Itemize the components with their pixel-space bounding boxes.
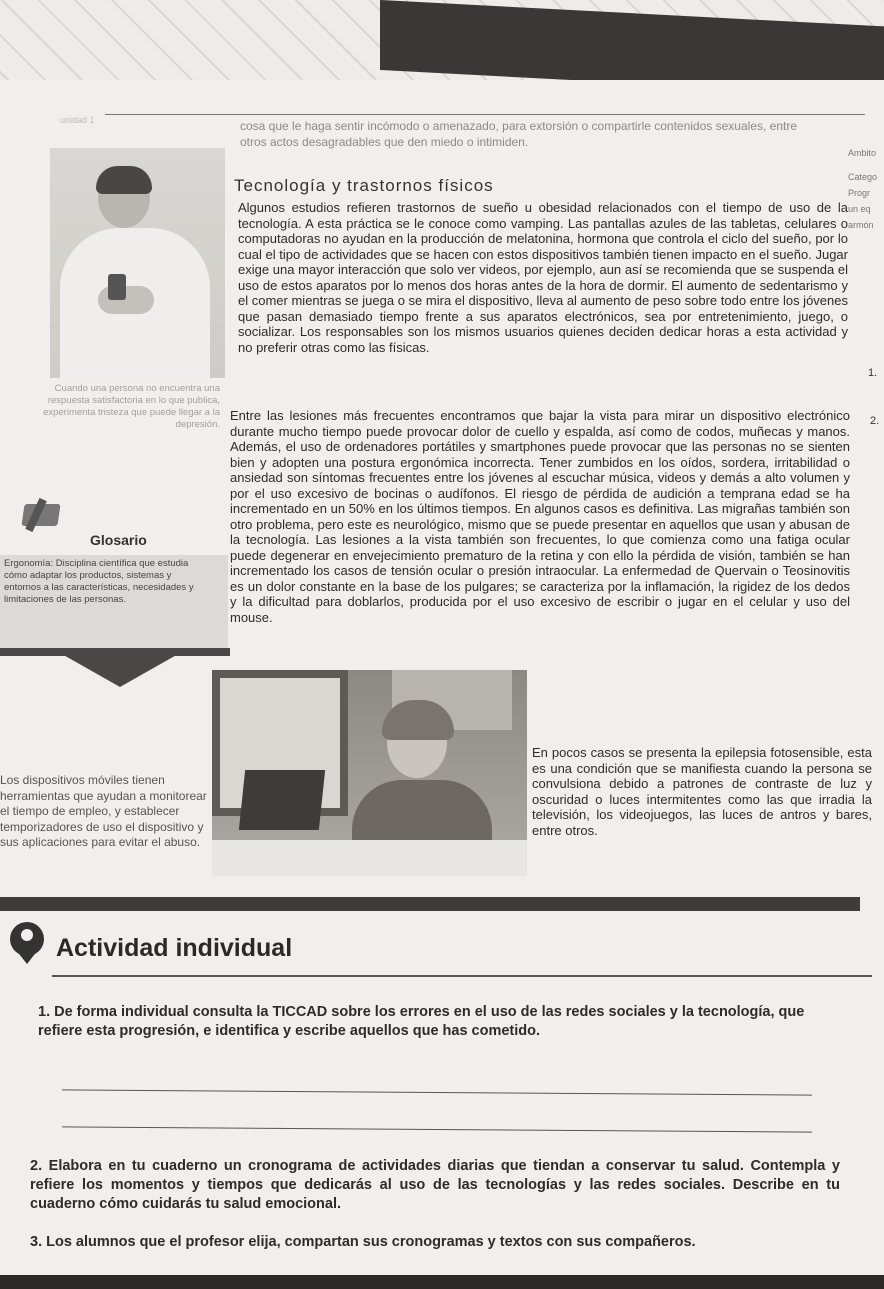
activity-question: 2. Elabora en tu cuaderno un cronograma de actividades diarias que tiendan a conservar tu salud. Contempla y refiere los momentos y tiempos que dedicarás al uso de las tecnologías y las redes sociales. Describe en tu cuaderno cómo cuidarás tu salud emocional. bbox=[30, 1158, 840, 1212]
section-divider bbox=[0, 897, 860, 911]
margin-item: Catego bbox=[848, 172, 878, 182]
phone-icon bbox=[108, 274, 126, 300]
margin-item: armón bbox=[848, 220, 874, 230]
photo-woman-headache bbox=[212, 670, 527, 876]
glossary-text: Ergonomía: Disciplina científica que estudia cómo adaptar los productos, sistemas y entornos a las características, necesidades y limitaciones de las personas. bbox=[4, 558, 194, 605]
activity-question: 1. De forma individual consulta la TICCAD sobre los errores en el uso de las redes sociales y la tecnología, que refiere esta progresión, e identifica y escribe aquellos que has cometido. bbox=[38, 1004, 805, 1039]
margin-number: 2. bbox=[870, 415, 880, 427]
paragraph: En pocos casos se presenta la epilepsia fotosensible, esta es una condición que se manifiesta cuando la persona se convulsiona debido a patrones de contraste de luz y oscuridad o luces intermitentes como las que irradia la televisión, los videojuegos, las luces de antros y bares, entre otros. bbox=[532, 745, 872, 838]
lead-text: cosa que le haga sentir incómodo o amenazado, para extorsión o compartirle contenidos sexuales, entre otros actos desagradables que den miedo o intimiden. bbox=[240, 119, 797, 149]
activity-question: 3. Los alumnos que el profesor elija, compartan sus cronogramas y textos con sus compañeros. bbox=[30, 1234, 696, 1250]
activity-rule bbox=[52, 975, 872, 977]
location-pin-icon bbox=[10, 922, 46, 966]
page-number: unidad 1 bbox=[60, 115, 95, 125]
book-pen-icon bbox=[18, 498, 63, 534]
margin-item: Progr bbox=[848, 188, 871, 198]
margin-item: Ambito bbox=[848, 148, 877, 158]
glossary-title: Glosario bbox=[90, 532, 147, 548]
photo-caption: Los dispositivos móviles tienen herramientas que ayudan a monitorear el tiempo de empleo, y establecer temporizadores de uso el dispositivo y sus aplicaciones para evitar el abuso. bbox=[0, 773, 207, 849]
glossary-arrow bbox=[60, 653, 180, 687]
margin-number: 1. bbox=[868, 367, 878, 379]
paragraph: Entre las lesiones más frecuentes encontramos que bajar la vista para mirar un dispositivo electrónico durante mucho tiempo puede provocar dolor de cuello y espalda, así como de codos, muñecas y manos. Además, el uso de ordenadores portátiles y smartphones puede provocar que las personas no se sienten bien y adopten una postura ergonómica incorrecta. Tener zumbidos en los oídos, sordera, irritabilidad o ansiedad son síntomas frecuentes entre los jóvenes al escuchar música, videos y demás a alto volumen y por el uso excesivo de bocinas o audífonos. El riesgo de pérdida de audición a temprana edad se ha incrementado en un 50% en los últimos tiempos. En algunos casos es definitiva. Las migrañas también son otro problema, pero este es neurológico, mismo que se puede presentar en aquellos que usan y abusan de la tecnología. Las lesiones a la vista también son frecuentes, lo que comienza como una fatiga ocular puede degenerar en envejecimiento prematuro de la retina y con ello la pérdida de visión, también se han incrementado los casos de tensión ocular o presión intraocular. La enfermedad de Quervain o Teosinovitis es un dolor constante en la base de los pulgares; se caracteriza por la inflamación, la rigidez de los dedos y la dificultad para doblarlos, producida por el uso excesivo de escribir o jugar en el celular y uso del mouse. bbox=[230, 408, 850, 625]
activity-title: Actividad individual bbox=[56, 934, 293, 962]
laptop-icon bbox=[239, 770, 325, 830]
right-margin-column bbox=[848, 145, 884, 233]
photo-caption: Cuando una persona no encuentra una respuesta satisfactoria en lo que publica, experimenta tristeza que puede llegar a la depresión. bbox=[43, 383, 220, 430]
margin-item: un eq bbox=[848, 204, 871, 214]
section-title: Tecnología y trastornos físicos bbox=[234, 176, 494, 195]
paragraph: Algunos estudios refieren trastornos de sueño u obesidad relacionados con el tiempo de uso de la tecnología. A esta práctica se le conoce como vamping. Las pantallas azules de las tabletas, celulares o computadoras no ayudan en la producción de melatonina, hormona que controla el ciclo del sueño, por lo cual el tipo de actividades que se hacen con estos dispositivos también tienen impacto en el sueño. Jugar exige una mayor interacción que solo ver videos, por ejemplo, aun así se recomienda que se suspenda el uso de estos aparatos por lo menos dos horas antes de la hora de dormir. El aumento de sedentarismo y el comer mientras se juega o se mira el dispositivo, lleva al aumento de peso sobre todo entre los jóvenes que pasan demasiado tiempo frente a sus aparatos electrónicos, sea por entretenimiento, juego, o socializar. Los responsables son los mismos usuarios quienes deciden dedicar horas a esta actividad y no preferir otras como las físicas. bbox=[238, 200, 848, 355]
footer-band bbox=[0, 1275, 884, 1289]
photo-young-man-phone bbox=[50, 148, 225, 378]
header-rule bbox=[105, 114, 865, 115]
